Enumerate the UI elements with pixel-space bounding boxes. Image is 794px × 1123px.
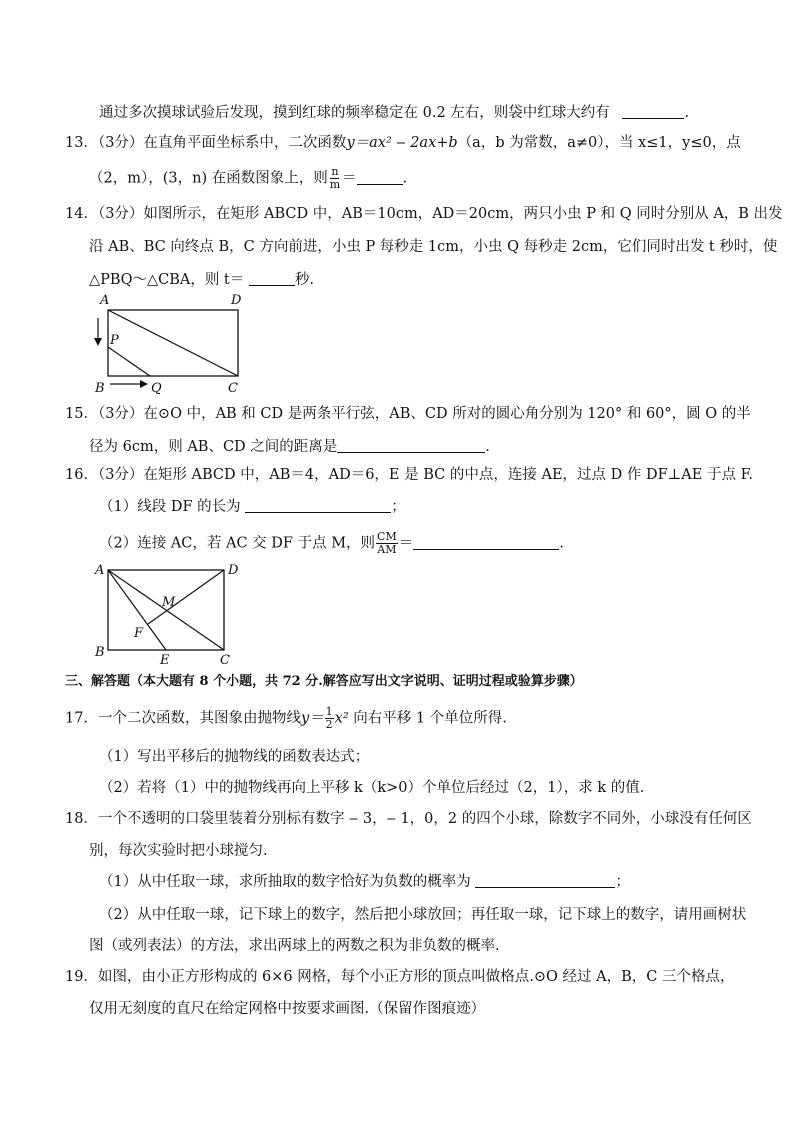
label-c: C (220, 653, 230, 668)
q17-fraction (325, 706, 334, 731)
q16-rectangle-figure (88, 558, 248, 670)
q17-part1: （1）写出平移后的抛物线的函数表达式； (99, 749, 370, 765)
q16-part1-text: （1）线段 DF 的长为 (99, 499, 241, 515)
q16-part2-blank[interactable] (413, 535, 559, 550)
q13-answer-blank[interactable] (357, 170, 403, 185)
section-3-heading: 三、解答题（本大题有 8 个小题，共 72 分.解答应写出文字说明、证明过程或验算步骤） (65, 674, 583, 689)
q16-part1-blank[interactable] (245, 498, 391, 513)
label-b: B (95, 645, 105, 660)
arrow-right-icon (140, 380, 148, 388)
label-d: D (231, 293, 242, 308)
q14-rectangle-figure (88, 290, 258, 400)
label-e: E (160, 653, 170, 668)
q12-text: 通过多次摸球试验后发现，摸到红球的频率稳定在 0.2 左右，则袋中红球大约有 (99, 105, 610, 121)
arrow-down-icon (94, 338, 102, 346)
q13-function: y＝ax² ‒ 2ax+b (346, 135, 458, 151)
diagonal-ac (108, 310, 238, 376)
q14-line1: 14．（3分）如图所示，在矩形 ABCD 中，AB＝10cm，AD＝20cm，两只小虫 P 和 Q 同时分别从 A，B 出发 (65, 206, 783, 222)
q14-unit: 秒. (294, 272, 314, 288)
q18-part2-line1: （2）从中任取一球，记下球上的数字，然后把小球放回；再任取一球，记下球上的数字，请用画树状 (99, 907, 747, 923)
q15-period: . (485, 439, 490, 455)
q13-text: 13．（3分）在直角平面坐标系中，二次函数 (65, 135, 347, 151)
q14-line3 (89, 270, 314, 290)
label-f: F (134, 626, 144, 641)
q14-line2: 沿 AB、BC 向终点 B，C 方向前进，小虫 P 每秒走 1cm，小虫 Q 每秒走 2cm，它们同时出发 t 秒时，使 (89, 239, 778, 255)
segment-pq (108, 347, 150, 376)
q15-text: 径为 6cm，则 AB、CD 之间的距离是 (89, 439, 338, 455)
q18-line1: 18．一个不透明的口袋里装着分别标有数字 ‒ 3，‒ 1，0，2 的四个小球，除数字不同外，小球没有任何区 (65, 811, 752, 827)
q14-text: △PBQ～△CBA，则 t＝ (89, 272, 245, 288)
q17-part2: （2）若将（1）中的抛物线再向上平移 k（k>0）个单位后经过（2，1），求 k 的值. (99, 780, 645, 796)
q14-answer-blank[interactable] (249, 271, 295, 286)
q17-line1 (65, 706, 507, 731)
q17-frac-num: 1 (325, 705, 333, 718)
label-b: B (95, 381, 105, 396)
q16-part1 (99, 497, 406, 517)
q16-equals: ＝ (398, 535, 414, 552)
q12-period: . (684, 105, 689, 121)
label-q: Q (151, 381, 162, 396)
q13-equals: ＝ (342, 170, 357, 187)
q16-period: . (559, 535, 564, 552)
q19-line1: 19．如图，由小正方形构成的 6×6 网格，每个小正方形的顶点叫做格点.⊙O 经过 A，B，C 三个格点， (65, 969, 735, 985)
q16-line1: 16．（3分）在矩形 ABCD 中，AB＝4，AD＝6，E 是 BC 的中点，连接 AE，过点 D 作 DF⊥AE 于点 F. (65, 467, 753, 483)
q13-period: . (402, 170, 408, 187)
q12-answer-blank[interactable] (622, 104, 684, 119)
q13-frac-den: m (329, 178, 341, 191)
q18-part2-line2: 图（或列表法）的方法，求出两球上的两数之积为非负数的概率. (89, 938, 500, 954)
q16-part2 (99, 531, 564, 556)
label-p: P (110, 333, 119, 348)
q18-line2: 别，每次实验时把小球搅匀. (89, 843, 268, 859)
q16-frac-den: AM (377, 543, 397, 556)
label-a: A (100, 293, 110, 308)
q17-text: 17．一个二次函数，其图象由抛物线 (65, 710, 301, 727)
q18-part1-end: ； (615, 874, 630, 890)
q18-part1-blank[interactable] (475, 873, 615, 888)
q13-fraction (329, 166, 341, 191)
q19-line2: 仅用无刻度的直尺在给定网格中按要求画图.（保留作图痕迹） (89, 1001, 486, 1017)
q13-line1 (65, 133, 741, 153)
q13-points: （2，m），(3，n) 在函数图象上，则 (89, 170, 328, 187)
q15-answer-blank[interactable] (337, 438, 485, 453)
q13-condition: （a，b 为常数，a≠0），当 x≤1，y≤0，点 (457, 135, 741, 151)
q15-line2 (89, 437, 490, 457)
label-c: C (228, 381, 238, 396)
label-d: D (228, 563, 239, 578)
q16-part2-text: （2）连接 AC，若 AC 交 DF 于点 M，则 (99, 535, 376, 552)
q17-frac-den: 2 (325, 718, 333, 731)
label-m: M (162, 595, 176, 610)
q16-fraction (376, 531, 398, 556)
q16-part1-end: ； (391, 499, 406, 515)
q18-part1-text: （1）从中任取一球，求所抽取的数字恰好为负数的概率为 (99, 874, 471, 890)
q17-func-post: x² (334, 710, 349, 727)
segment-df (148, 570, 224, 624)
q17-text-end: 向右平移 1 个单位所得. (348, 710, 507, 727)
q15-line1: 15．（3分）在⊙O 中，AB 和 CD 是两条平行弦，AB、CD 所对的圆心角分别为 120° 和 60°，圆 O 的半 (65, 406, 751, 422)
label-a: A (95, 563, 105, 578)
q12-tail (99, 103, 689, 123)
q13-line2 (89, 166, 407, 191)
q16-frac-num: CM (377, 530, 397, 543)
q13-frac-num: n (331, 165, 339, 178)
q18-part1 (99, 872, 630, 892)
q17-func-pre: y＝ (300, 710, 324, 727)
